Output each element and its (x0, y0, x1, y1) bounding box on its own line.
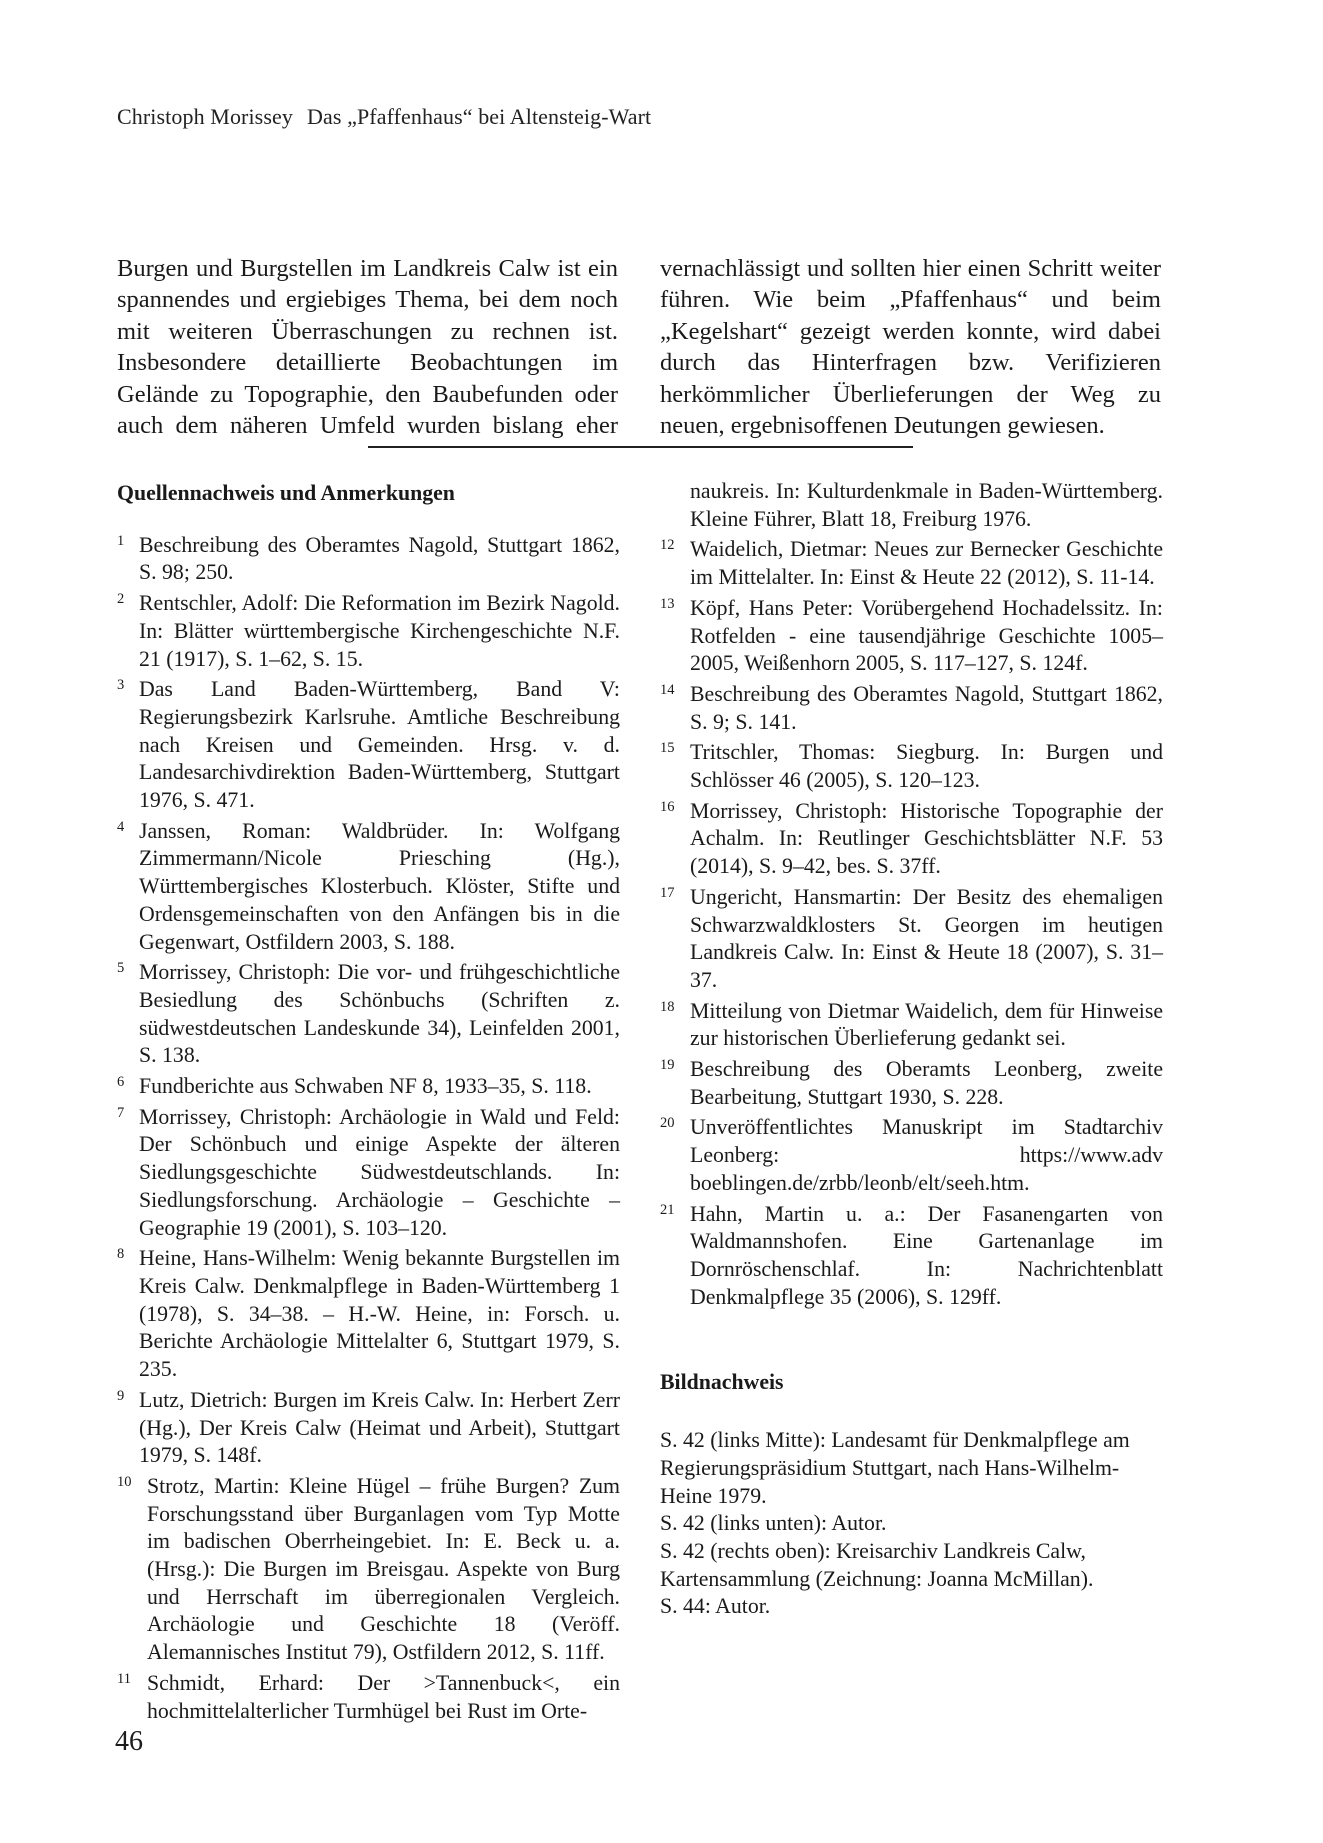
notes-left-column (117, 480, 620, 1728)
footnote (660, 1201, 1163, 1312)
footnote (117, 1670, 620, 1725)
footnote-text: Janssen, Roman: Waldbrüder. In: Wolfgang Zimmermann/Nicole Priesching (Hg.), Württembergisches Klosterbuch. Klöster, Stifte und Ordensgemeinschaften von den Anfängen bis in die Gegenwart, Ostfildern 2003, S. 188. (139, 818, 620, 954)
footnote (117, 1104, 620, 1243)
footnote-number: 20 (660, 1115, 675, 1132)
sources-heading: Quellennachweis und Anmerkungen (117, 481, 455, 505)
footnote (660, 798, 1163, 881)
footnote-text: Das Land Baden-Württemberg, Band V: Regierungsbezirk Karlsruhe. Amtliche Beschreibung nach Kreisen und Gemeinden. Hrsg. v. d. Landesarchivdirektion Baden-Württemberg, Stuttgart 1976, S. 471. (139, 677, 620, 813)
notes-right-column (660, 478, 1163, 1621)
footnote-text: Mitteilung von Dietmar Waidelich, dem für Hinweise zur historischen Überlieferung gedankt sei. (690, 998, 1163, 1051)
picture-credit: S. 42 (links unten): Autor. (660, 1511, 887, 1536)
footnote-text: Lutz, Dietrich: Burgen im Kreis Calw. In: Herbert Zerr (Hg.), Der Kreis Calw (Heimat und Arbeit), Stuttgart 1979, S. 148f. (139, 1387, 620, 1468)
footnote (117, 676, 620, 815)
footnote-number: 12 (660, 537, 675, 554)
footnote-text: Morrissey, Christoph: Historische Topographie der Achalm. In: Reutlinger Geschichtsblätter N.F. 53 (2014), S. 9–42, bes. S. 37ff. (690, 798, 1163, 879)
pictures-list (660, 1427, 1163, 1621)
running-head (117, 104, 651, 130)
picture-credit: S. 42 (rechts oben): Kreisarchiv Landkreis Calw, Kartensammlung (Zeichnung: Joanna McMillan). (660, 1538, 1094, 1591)
running-head-title: Das „Pfaffenhaus“ bei Altensteig-Wart (306, 104, 652, 129)
page-number: 46 (115, 1726, 143, 1757)
footnote-number: 1 (117, 532, 125, 549)
picture-credit: S. 44: Autor. (660, 1594, 771, 1619)
footnote (117, 590, 620, 673)
footnote (660, 536, 1163, 591)
intro-right-column: vernachlässigt und sollten hier einen Schritt weiter führen. Wie beim „Pfaffenhaus“ und beim „Kegelshart“ gezeigt werden konnte, wird dabei durch das Hinterfragen bzw. Verifizieren herkömmlicher Überlieferungen der Weg zu neuen, ergebnisoffenen Deutungen gewiesen. (660, 254, 1161, 439)
footnote-text: Beschreibung des Oberamtes Nagold, Stuttgart 1862, S. 9; S. 141. (690, 681, 1163, 734)
footnote (117, 1473, 620, 1667)
notes-list-right (660, 536, 1163, 1311)
footnote-number: 4 (117, 818, 125, 835)
footnote-text: Hahn, Martin u. a.: Der Fasanengarten von Waldmannshofen. Eine Gartenanlage im Dornröschenschlaf. In: Nachrichtenblatt Denkmalpflege 35 (2006), S. 129ff. (690, 1201, 1163, 1309)
intro-left-column: Burgen und Burgstellen im Landkreis Calw ist ein spannendes und ergiebiges Thema, bei dem noch mit weiteren Überraschungen zu rechnen ist. Insbesondere detaillierte Beobachtungen im Gelände zu Topographie, den Baubefunden oder auch dem näheren Umfeld wurden bislang eher (117, 254, 618, 439)
footnote-text: Strotz, Martin: Kleine Hügel – frühe Burgen? Zum Forschungsstand über Burganlagen vom Typ Motte im badischen Oberrheingebiet. In: E. Beck u. a. (Hrsg.): Die Burgen im Breisgau. Aspekte von Burg und Herrschaft im überregionalen Vergleich. Archäologie und Geschichte 18 (Veröff. Alemannisches Institut 79), Ostfildern 2012, S. 11ff. (147, 1473, 620, 1665)
footnote-number: 18 (660, 998, 675, 1015)
footnote-text: Unveröffentlichtes Manuskript im Stadtarchiv Leonberg: https://www.adv boeblingen.de/zrbb/leonb/elt/seeh.htm. (690, 1115, 1163, 1195)
notes-list-left (117, 532, 620, 1726)
footnote-number: 13 (660, 595, 675, 612)
picture-credit: S. 42 (links Mitte): Landesamt für Denkmalpflege am Regierungspräsidium Stuttgart, nach Hans-Wilhelm-Heine 1979. (660, 1428, 1130, 1508)
footnote (117, 818, 620, 957)
footnote-number: 6 (117, 1074, 125, 1091)
footnote-number: 17 (660, 884, 675, 901)
footnote (117, 1245, 620, 1384)
footnote-number: 15 (660, 740, 675, 757)
footnote (117, 959, 620, 1070)
footnote-number: 21 (660, 1201, 675, 1218)
footnote-text: Morrissey, Christoph: Die vor- und frühgeschichtliche Besiedlung des Schönbuchs (Schriften z. südwestdeutschen Landeskunde 34), Leinfelden 2001, S. 138. (139, 960, 620, 1068)
footnote-text: Morrissey, Christoph: Archäologie in Wald und Feld: Der Schönbuch und einige Aspekte der älteren Siedlungsgeschichte Südwestdeutschlands. In: Siedlungsforschung. Archäologie – Geschichte – Geographie 19 (2001), S. 103–120. (139, 1104, 620, 1240)
footnote-number: 11 (117, 1670, 131, 1687)
footnote-text: Beschreibung des Oberamts Leonberg, zweite Bearbeitung, Stuttgart 1930, S. 228. (690, 1057, 1163, 1109)
footnote-number: 14 (660, 681, 675, 698)
footnote (660, 739, 1163, 794)
pictures-heading: Bildnachweis (660, 1370, 784, 1395)
footnote (660, 1114, 1163, 1197)
footnote (660, 595, 1163, 678)
footnote (117, 532, 620, 587)
note-11-continuation: naukreis. In: Kulturdenkmale in Baden-Württemberg. Kleine Führer, Blatt 18, Freiburg 1976. (690, 479, 1163, 531)
footnote-number: 5 (117, 960, 125, 977)
footnote-number: 8 (117, 1246, 125, 1263)
section-divider (368, 446, 913, 448)
footnote (660, 1056, 1163, 1111)
footnote-text: Heine, Hans-Wilhelm: Wenig bekannte Burgstellen im Kreis Calw. Denkmalpflege in Baden-Württemberg 1 (1978), S. 34–38. – H.-W. Heine, in: Forsch. u. Berichte Archäologie Mittelalter 6, Stuttgart 1979, S. 235. (139, 1246, 620, 1382)
footnote-text: Köpf, Hans Peter: Vorübergehend Hochadelssitz. In: Rotfelden - eine tausendjährige Geschichte 1005–2005, Weißenhorn 2005, S. 117–127, S. 124f. (690, 595, 1163, 676)
footnote (660, 884, 1163, 995)
footnote (660, 681, 1163, 736)
footnote (117, 1073, 620, 1101)
footnote-text: Fundberichte aus Schwaben NF 8, 1933–35, S. 118. (139, 1074, 592, 1099)
footnote-number: 16 (660, 798, 675, 815)
footnote-number: 2 (117, 591, 125, 608)
footnote-number: 19 (660, 1057, 675, 1074)
footnote-number: 7 (117, 1104, 125, 1121)
footnote-text: Beschreibung des Oberamtes Nagold, Stuttgart 1862, S. 98; 250. (139, 532, 620, 585)
running-head-author: Christoph Morissey (117, 104, 293, 129)
footnote (660, 998, 1163, 1053)
footnote-number: 10 (117, 1473, 132, 1490)
footnote-text: Schmidt, Erhard: Der >Tannenbuck<, ein hochmittelalterlicher Turmhügel bei Rust im Orte- (147, 1670, 620, 1723)
footnote-text: Waidelich, Dietmar: Neues zur Bernecker Geschichte im Mittelalter. In: Einst & Heute 22 (2012), S. 11-14. (690, 537, 1163, 590)
footnote-text: Ungericht, Hansmartin: Der Besitz des ehemaligen Schwarzwaldklosters St. Georgen im heutigen Landkreis Calw. In: Einst & Heute 18 (2007), S. 31–37. (690, 884, 1163, 992)
footnote-number: 9 (117, 1387, 125, 1404)
footnote-text: Rentschler, Adolf: Die Reformation im Bezirk Nagold. In: Blätter württembergische Kirchengeschichte N.F. 21 (1917), S. 1–62, S. 15. (139, 591, 620, 671)
footnote (117, 1387, 620, 1470)
footnote-number: 3 (117, 677, 125, 694)
footnote-text: Tritschler, Thomas: Siegburg. In: Burgen und Schlösser 46 (2005), S. 120–123. (690, 740, 1163, 793)
